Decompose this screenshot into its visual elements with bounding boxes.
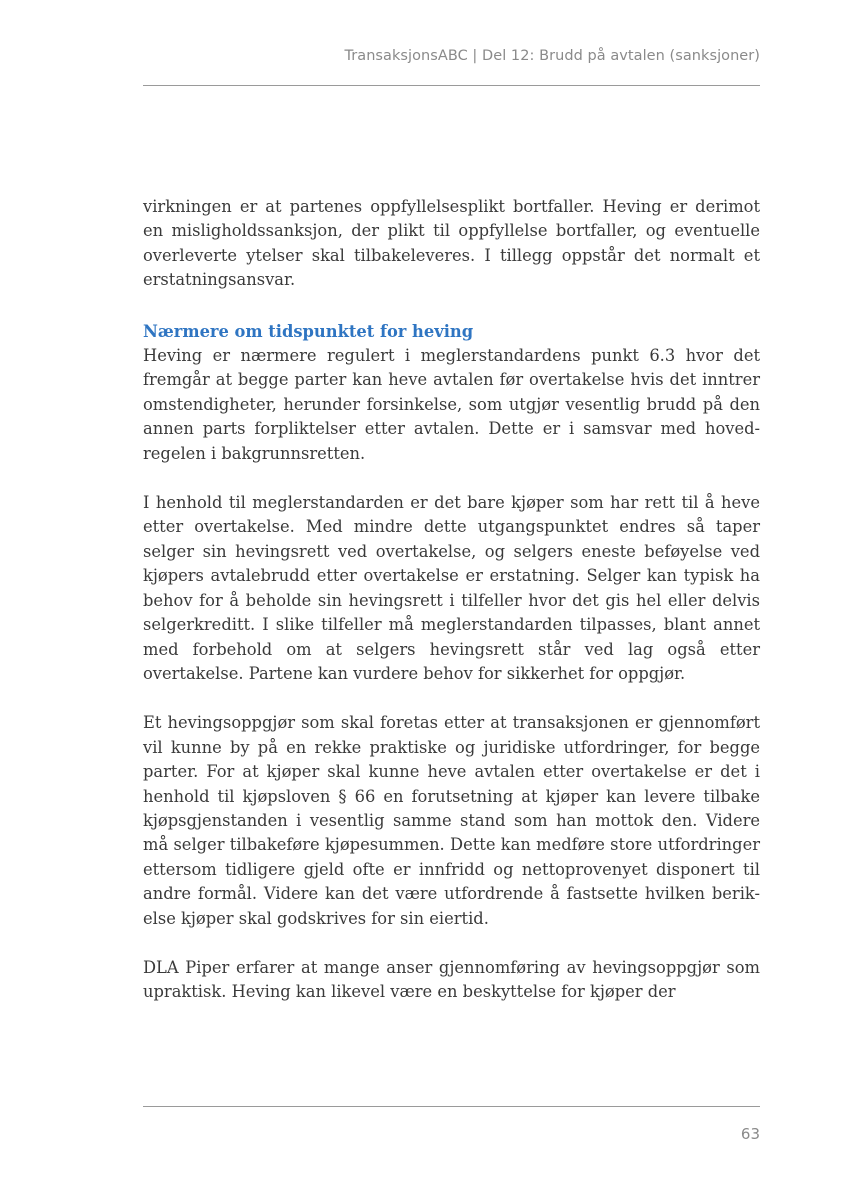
body-paragraph: Et hevingsoppgjør som skal foretas etter at transaksjonen er gjennomført vil kunne by på en rekke praktiske og juridiske utfordringer, for begge parter. For at kjøper skal kunne heve avtalen etter overtakelse er det i henhold til kjøpsloven § 66 en forutsetning at kjøper kan levere tilbake kjøpsgjenstanden i vesentlig samme stand som han mottok den. Videre må selger tilbakeføre kjøpesummen. Dette kan medføre store utfordringer ettersom tidligere gjeld ofte er innfridd og nettoprovenyet disponert til andre formål. Videre kan det være utfordrende å fastsette hvilken berik-else kjøper skal godskrives for sin eiertid. [143, 713, 760, 928]
footer-divider [143, 1106, 760, 1107]
header-divider [143, 85, 760, 86]
body-paragraph: Heving er nærmere regulert i meglerstandardens punkt 6.3 hvor det fremgår at begge parter kan heve avtalen før overtakelse hvis det inntrer omstendigheter, herunder forsinkelse, som utgjør vesentlig brudd på den annen parts forpliktelser etter avtalen. Dette er i samsvar med hoved-regelen i bakgrunnsretten. [143, 346, 760, 463]
page-number: 63 [740, 1125, 760, 1143]
body-paragraph: DLA Piper erfarer at mange anser gjennomføring av hevingsoppgjør som upraktisk. Heving kan likevel være en beskyttelse for kjøper der [143, 957, 760, 1002]
running-header: TransaksjonsABC | Del 12: Brudd på avtalen (sanksjoner) [344, 48, 760, 64]
section-heading: Nærmere om tidspunktet for heving [143, 321, 474, 341]
body-content [143, 195, 760, 1005]
body-paragraph: I henhold til meglerstandarden er det bare kjøper som har rett til å heve etter overtakelse. Med mindre dette utgangspunktet endres så taper selger sin hevingsrett ved overtakelse, og selgers eneste beføyelse ved kjøpers avtalebrudd etter overtakelse er erstatning. Selger kan typisk ha behov for å beholde sin hevingsrett i tilfeller hvor det gis hel eller delvis selgerkreditt. I slike tilfeller må meglerstandarden tilpasses, blant annet med forbehold om at selgers hevingsrett står ved lag også etter overtakelse. Partene kan vurdere behov for sikkerhet for oppgjør. [143, 493, 760, 683]
body-paragraph: virkningen er at partenes oppfyllelsesplikt bortfaller. Heving er derimot en misligholdssanksjon, der plikt til oppfyllelse bortfaller, og eventuelle overleverte ytelser skal tilbakeleveres. I tillegg oppstår det normalt et erstatningsansvar. [143, 197, 760, 290]
